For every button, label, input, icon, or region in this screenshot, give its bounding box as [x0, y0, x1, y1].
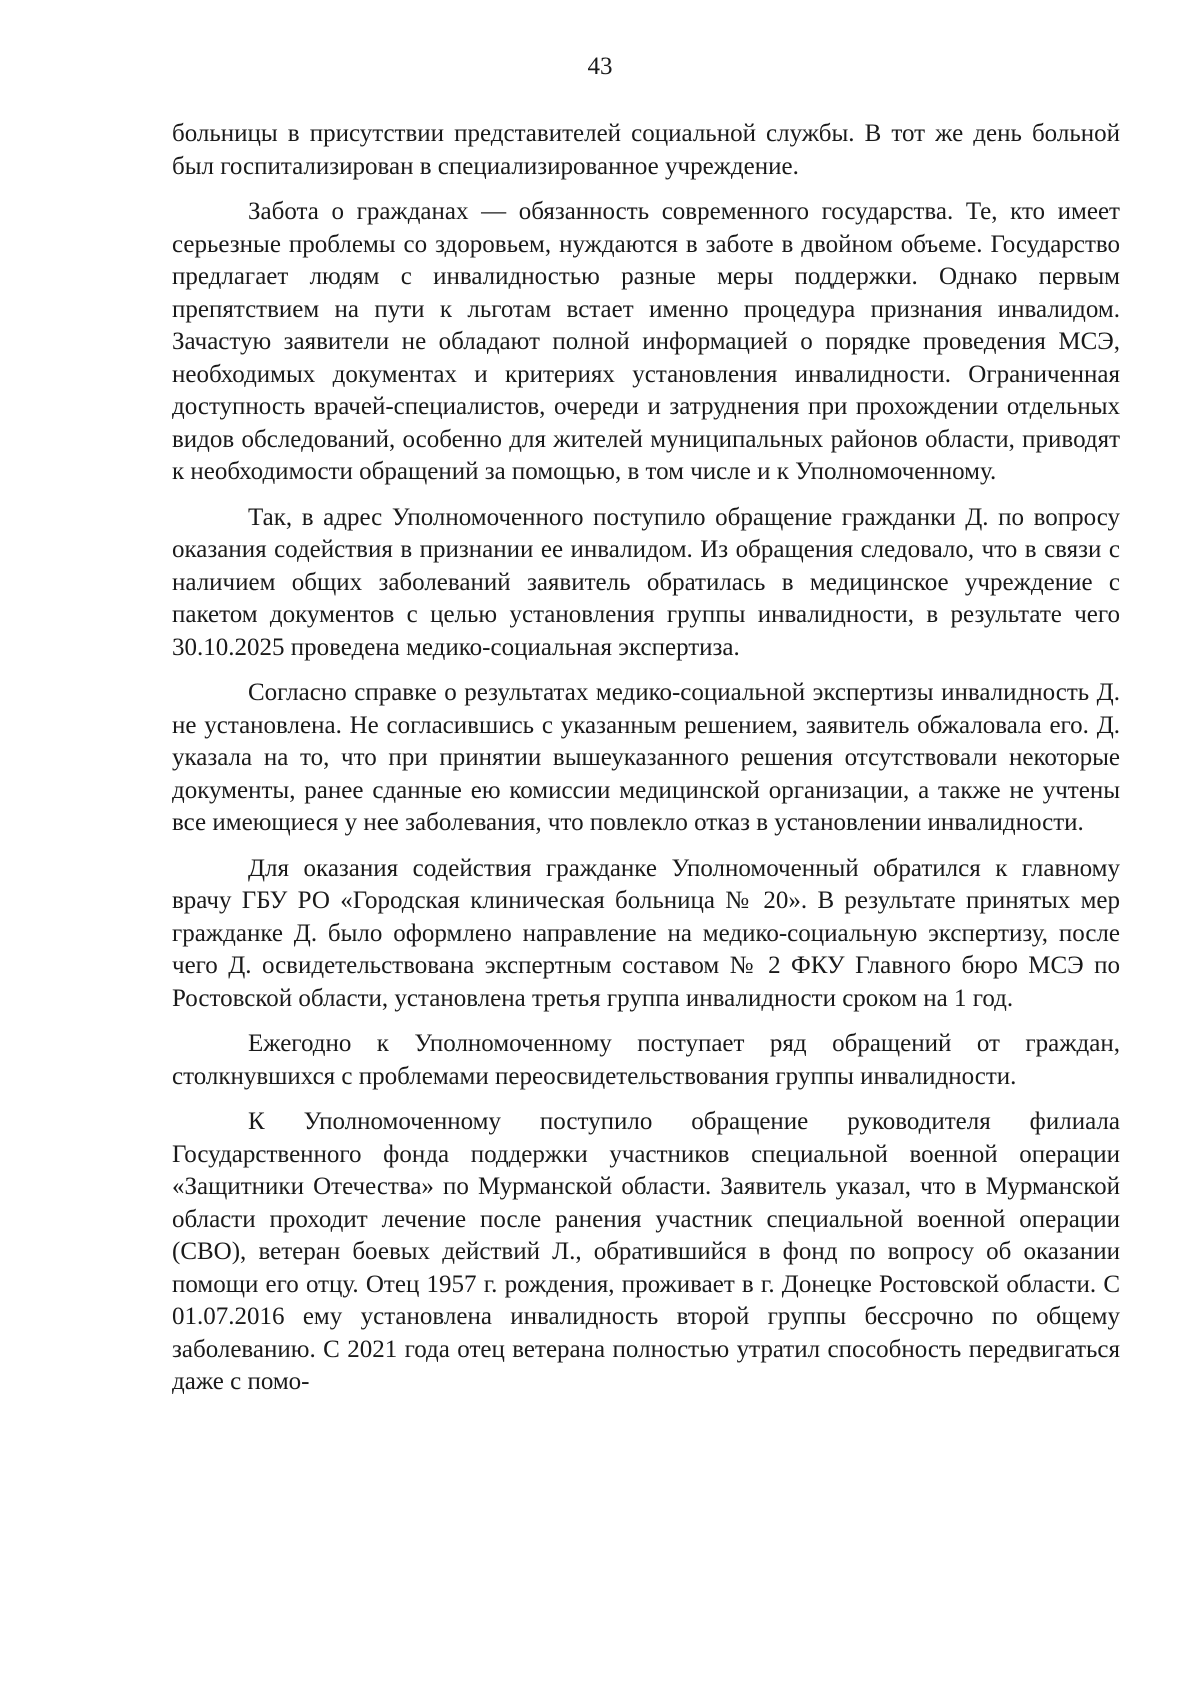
paragraph-care-for-citizens: Забота о гражданах — обязанность современного государства. Те, кто имеет серьезные проблемы со здоровьем, нуждаются в заботе в двойном объеме. Государство предлагает людям с инвалидностью разные меры поддержки. Однако первым препятствием на пути к льготам встает именно процедура признания инвалидом. Зачастую заявители не обладают полной информацией о порядке проведения МСЭ, необходимых документах и критериях установления инвалидности. Ограниченная доступность врачей-специалистов, очереди и затруднения при прохождении отдельных видов обследований, особенно для жителей муниципальных районов области, приводят к необходимости обращений за помощью, в том числе и к Уполномоченному.: [172, 198, 1120, 485]
paragraph-svo-veteran-case: К Уполномоченному поступило обращение руководителя филиала Государственного фонда поддержки участников специальной военной операции «Защитники Отечества» по Мурманской области. Заявитель указал, что в Мурманской области проходит лечение после ранения участник специальной военной операции (СВО), ветеран боевых действий Л., обратившийся в фонд по вопросу об оказании помощи его отцу. Отец 1957 г. рождения, проживает в г. Донецке Ростовской области. С 01.07.2016 ему установлена инвалидность второй группы бессрочно по общему заболеванию. С 2021 года отец ветерана полностью утратил способность передвигаться даже с помо-: [172, 1108, 1120, 1395]
page-number: 43: [587, 53, 613, 80]
paragraph-case-d-appeal: Так, в адрес Уполномоченного поступило обращение гражданки Д. по вопросу оказания содействия в признании ее инвалидом. Из обращения следовало, что в связи с наличием общих заболеваний заявитель обратилась в медицинское учреждение с пакетом документов с целью установления группы инвалидности, в результате чего 30.10.2025 проведена медико-социальная экспертиза.: [172, 503, 1120, 661]
paragraph-continuation: больницы в присутствии представителей социальной службы. В тот же день больной был госпитализирован в специализированное учреждение.: [172, 120, 1120, 180]
paragraph-ombudsman-assistance: Для оказания содействия гражданке Уполномоченный обратился к главному врачу ГБУ РО «Городская клиническая больница № 20». В результате принятых мер гражданке Д. было оформлено направление на медико-социальную экспертизу, после чего Д. освидетельствована экспертным составом № 2 ФКУ Главного бюро МСЭ по Ростовской области, установлена третья группа инвалидности сроком на 1 год.: [172, 854, 1120, 1012]
paragraph-annual-appeals: Ежегодно к Уполномоченному поступает ряд обращений от граждан, столкнувшихся с проблемами переосвидетельствования группы инвалидности.: [172, 1030, 1120, 1090]
paragraph-expertise-result: Согласно справке о результатах медико-социальной экспертизы инвалидность Д. не установлена. Не согласившись с указанным решением, заявитель обжаловала его. Д. указала на то, что при принятии вышеуказанного решения отсутствовали некоторые документы, ранее сданные ею комиссии медицинской организации, а также не учтены все имеющиеся у нее заболевания, что повлекло отказ в установлении инвалидности.: [172, 679, 1120, 836]
body-text: [172, 118, 1120, 1412]
